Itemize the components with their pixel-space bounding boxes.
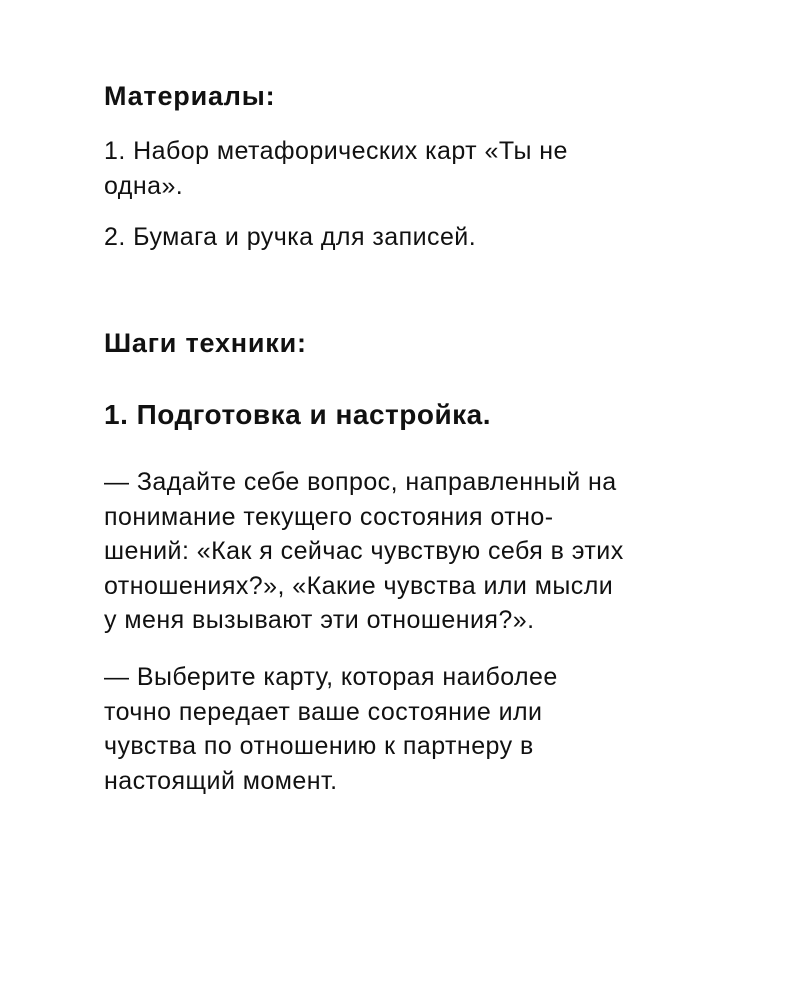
step-1-paragraph-2: — Выберите карту, которая наиболее точно передает ваше состояние или чувства по отношению к партнеру в настоящий момент. <box>104 663 558 795</box>
material-item-1: 1. Набор метафорических карт «Ты не одна». <box>104 137 568 200</box>
material-item-2: 2. Бумага и ручка для записей. <box>104 223 477 251</box>
step-1-paragraph-1: — Задайте себе вопрос, направленный на понимание текущего состояния отно- шений: «Как я сейчас чувствую себя в этих отношениях?», «Какие чувства или мысли у меня вызывают эти отношения?». <box>104 468 624 634</box>
step-1-title: 1. Подготовка и настройка. <box>104 399 492 430</box>
steps-heading: Шаги техники: <box>104 328 307 358</box>
materials-heading: Материалы: <box>104 81 276 111</box>
